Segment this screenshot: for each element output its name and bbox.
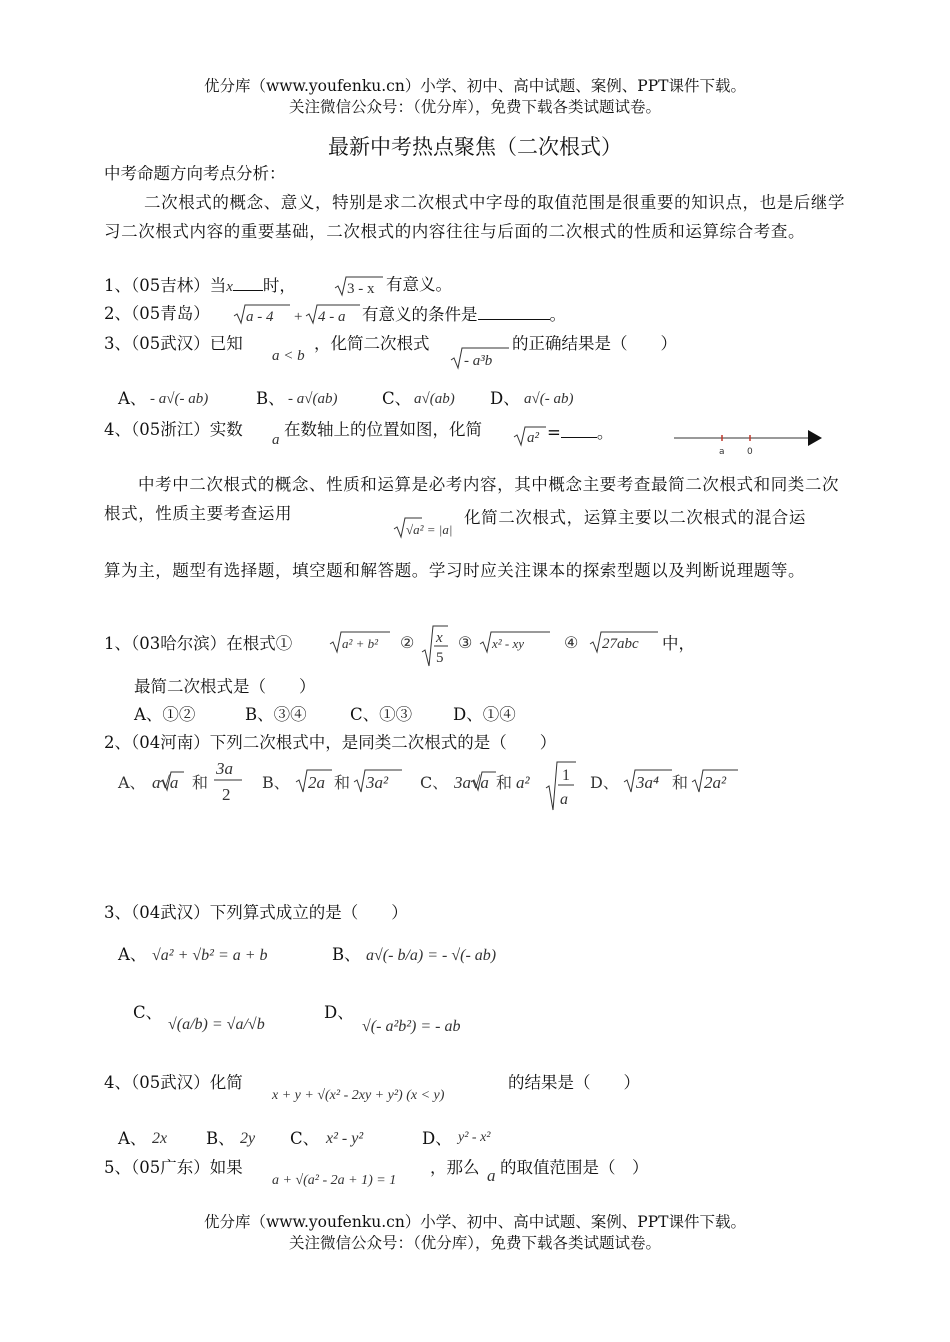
s2-q2-a-and: 和 bbox=[192, 773, 209, 792]
s2-q5-num: 5、 bbox=[104, 1158, 131, 1177]
s2-q5-end: 的取值范围是（ ） bbox=[500, 1158, 649, 1177]
section2-intro-part1: 中考中二次根式的概念、性质和运算是必考内容，其中概念主要考查最简二次根式和同类二次根式，性质主要考查运用 bbox=[104, 475, 840, 523]
s2-q3-option-c[interactable]: √(a/b) = √a/√b bbox=[168, 1016, 265, 1033]
s1-q3-condition: a < b bbox=[272, 348, 305, 364]
s2-q1-radicals bbox=[328, 626, 688, 670]
s2-q3-option-a[interactable]: √a² + √b² = a + b bbox=[152, 947, 268, 964]
s2-q5-source: （05广东）如果 bbox=[131, 1158, 243, 1177]
s2-q2-a-frac-num: 3a bbox=[216, 759, 233, 778]
s1-q3-option-b-label: B、 bbox=[256, 389, 285, 408]
s2-q2-b-e2: 3a² bbox=[366, 773, 389, 792]
section1-intro: 二次根式的概念、意义，特别是求二次根式中字母的取值范围是很重要的知识点，也是后继学习二次根式内容的重要基础，二次根式的内容往往与后面的二次根式的性质和运算综合考查。 bbox=[104, 193, 846, 241]
s1-q2-plus: + bbox=[294, 309, 303, 325]
s1-q2-blank[interactable] bbox=[478, 304, 550, 320]
s1-q1-expr: 3 - x bbox=[347, 281, 375, 297]
section2-intro-part3: 算为主，题型有选择题，填空题和解答题。学习时应关注课本的探索型题以及判断说理题等。 bbox=[104, 561, 806, 580]
s2-q2-b-label: B、 bbox=[262, 773, 290, 792]
s2-q2-d-and: 和 bbox=[672, 773, 689, 792]
s1-q3-option-d-label: D、 bbox=[490, 389, 520, 408]
s2-q4-option-c-label: C、 bbox=[290, 1129, 320, 1148]
footer-line-2: 关注微信公众号：（优分库），免费下载各类试题试卷。 bbox=[288, 1234, 661, 1252]
s2-q2-a-frac-den: 2 bbox=[222, 785, 231, 804]
header-line-2: 关注微信公众号：（优分库），免费下载各类试题试卷。 bbox=[288, 98, 661, 116]
s2-q2-c-e2: a² bbox=[516, 773, 530, 792]
s2-q4-end: 的结果是（ ） bbox=[508, 1073, 640, 1092]
s2-q4-option-b-label: B、 bbox=[206, 1129, 235, 1148]
section2-formula bbox=[392, 514, 464, 542]
s2-q4-option-a-label: A、 bbox=[118, 1129, 147, 1148]
s1-q1-num: 1、 bbox=[104, 276, 131, 295]
s2-q3-option-b-label: B、 bbox=[332, 945, 361, 964]
s2-q5-expr: a + √(a² - 2a + 1) = 1 bbox=[272, 1173, 397, 1188]
s2-q1-e4: 27abc bbox=[602, 636, 639, 652]
s1-q3-option-b[interactable]: - a√(ab) bbox=[288, 391, 338, 407]
s1-q1-source: （05吉林）当 bbox=[131, 276, 227, 295]
s1-q2-tail: 。 bbox=[549, 305, 566, 324]
s1-q2-source: （05青岛） bbox=[131, 304, 210, 323]
s1-q3-option-a-label: A、 bbox=[118, 389, 147, 408]
s1-q3-option-a[interactable]: - a√(- ab) bbox=[150, 391, 209, 407]
s2-q1-e1: a² + b² bbox=[342, 636, 379, 651]
s2-q4-option-c[interactable]: x² - y² bbox=[326, 1130, 364, 1147]
number-line-label-0: 0 bbox=[747, 447, 753, 457]
s1-q4-var: a bbox=[272, 432, 280, 448]
s2-question-5 bbox=[104, 1158, 243, 1178]
s1-q4-tail: 。 bbox=[596, 423, 614, 442]
section1-heading: 中考命题方向考点分析： bbox=[104, 164, 286, 183]
s2-q5-var: a bbox=[487, 1166, 496, 1185]
s1-question-3 bbox=[104, 334, 243, 354]
s1-q3-option-d[interactable]: a√(- ab) bbox=[524, 391, 574, 407]
s1-q2-end-line bbox=[362, 304, 566, 325]
s1-question-4 bbox=[104, 420, 243, 440]
s2-question-3: 3、（04武汉）下列算式成立的是（ ） bbox=[104, 903, 408, 922]
s2-q3-option-d[interactable]: √(- a²b²) = - ab bbox=[362, 1018, 461, 1035]
s2-q2-c-and: 和 bbox=[496, 773, 513, 792]
s1-q4-answer bbox=[547, 422, 613, 443]
s1-q3-expr: - a³b bbox=[464, 353, 493, 369]
s2-question-2: 2、（04河南）下列二次根式中，是同类二次根式的是（ ） bbox=[104, 733, 557, 752]
s2-q1-e2-den: 5 bbox=[436, 650, 444, 666]
number-line-label-a: a bbox=[719, 447, 725, 457]
s2-q4-source: （05武汉）化简 bbox=[131, 1073, 243, 1092]
s2-q1-c2: ② bbox=[400, 635, 415, 652]
s1-q4-expr: a² bbox=[527, 430, 539, 446]
s2-q2-d-label: D、 bbox=[590, 773, 619, 792]
s1-q3-option-c-label: C、 bbox=[382, 389, 412, 408]
s2-q2-c-frac-num: 1 bbox=[562, 767, 570, 784]
s1-q1-mid: 时， bbox=[262, 276, 296, 295]
number-line bbox=[672, 426, 824, 458]
s2-q1-c3: ③ bbox=[458, 635, 473, 652]
s2-q1-end: 中， bbox=[662, 634, 695, 653]
s2-q4-option-a[interactable]: 2x bbox=[152, 1130, 168, 1147]
s2-q2-a-label: A、 bbox=[118, 773, 146, 792]
s2-q2-d-e1: 3a⁴ bbox=[636, 773, 659, 792]
s2-q2-options[interactable] bbox=[118, 758, 758, 812]
s1-q4-mid: 在数轴上的位置如图，化简 bbox=[284, 420, 482, 439]
s2-q1-option-a[interactable]: A、①② bbox=[134, 705, 196, 724]
s1-question-1 bbox=[104, 275, 296, 297]
s2-q4-option-d[interactable]: y² - x² bbox=[458, 1130, 491, 1145]
s1-q4-num: 4、 bbox=[104, 420, 131, 439]
s1-q1-end: 有意义。 bbox=[386, 275, 452, 294]
s1-q2-expr-a: a - 4 bbox=[246, 309, 274, 325]
s2-q3-option-d-label: D、 bbox=[324, 1003, 354, 1022]
s2-q4-option-b[interactable]: 2y bbox=[240, 1130, 256, 1147]
s2-q3-option-a-label: A、 bbox=[118, 945, 147, 964]
s1-q4-eq: = bbox=[547, 423, 561, 442]
s2-q2-b-and: 和 bbox=[334, 773, 351, 792]
s2-q1-c4: ④ bbox=[564, 635, 579, 652]
s2-q2-a-expr: a√a bbox=[152, 773, 179, 792]
s1-q2-num: 2、 bbox=[104, 304, 131, 323]
s1-q2-expr-b: 4 - a bbox=[318, 309, 346, 325]
s2-q2-c-e1: 3a√a bbox=[454, 773, 489, 792]
s1-q3-source: （05武汉）已知 bbox=[131, 334, 243, 353]
s2-q3-option-c-label: C、 bbox=[133, 1003, 163, 1022]
s2-q1-e3: x² - xy bbox=[492, 636, 525, 651]
s1-q4-radical bbox=[512, 424, 548, 448]
s2-q2-c-label: C、 bbox=[420, 773, 449, 792]
section2-formula-text: √a² = |a| bbox=[406, 522, 453, 537]
s1-q1-radical bbox=[333, 273, 383, 299]
s1-q2-end: 有意义的条件是 bbox=[362, 305, 478, 324]
s2-q2-c-frac-den: a bbox=[560, 791, 568, 808]
s1-q3-mid: ，化简二次根式 bbox=[314, 334, 430, 353]
s1-q3-radical bbox=[449, 344, 511, 372]
s2-q3-option-b[interactable]: a√(- b/a) = - √(- ab) bbox=[366, 947, 497, 964]
s2-q2-d-e2: 2a² bbox=[704, 773, 727, 792]
s1-q4-blank[interactable] bbox=[561, 422, 597, 438]
s2-q1-option-c[interactable]: C、①③ bbox=[350, 705, 413, 724]
section2-intro-part2: 化简二次根式，运算主要以二次根式的混合运 bbox=[464, 508, 806, 527]
s2-q2-b-e1: 2a bbox=[308, 773, 325, 792]
s1-q3-end: 的正确结果是（ ） bbox=[512, 334, 677, 353]
header-line-1: 优分库（www.youfenku.cn）小学、初中、高中试题、案例、PPT课件下载。 bbox=[203, 77, 747, 95]
s2-question-4 bbox=[104, 1073, 243, 1093]
s2-q1-option-b[interactable]: B、③④ bbox=[245, 705, 307, 724]
s2-q1-e2-num: x bbox=[436, 630, 443, 646]
s2-q1-line2: 最简二次根式是（ ） bbox=[134, 677, 316, 696]
s2-q4-expr: x + y + √(x² - 2xy + y²) (x < y) bbox=[272, 1088, 445, 1103]
s2-q1-source: （03哈尔滨）在根式① bbox=[131, 634, 293, 653]
s1-q1-blank[interactable] bbox=[233, 275, 263, 291]
s2-q4-option-d-label: D、 bbox=[422, 1129, 452, 1148]
s2-q1-num: 1、 bbox=[104, 634, 131, 653]
s2-q4-num: 4、 bbox=[104, 1073, 131, 1092]
s1-q3-option-c[interactable]: a√(ab) bbox=[414, 391, 455, 407]
s2-q1-option-d[interactable]: D、①④ bbox=[453, 705, 516, 724]
s2-q5-mid: ，那么 bbox=[430, 1158, 480, 1177]
s1-q4-source: （05浙江）实数 bbox=[131, 420, 243, 439]
s1-q2-radicals bbox=[232, 301, 362, 327]
s2-question-1 bbox=[104, 634, 292, 654]
footer-line-1: 优分库（www.youfenku.cn）小学、初中、高中试题、案例、PPT课件下载。 bbox=[203, 1213, 747, 1231]
page-title: 最新中考热点聚焦（二次根式） bbox=[328, 135, 622, 159]
s1-question-2 bbox=[104, 304, 210, 324]
s1-q3-num: 3、 bbox=[104, 334, 131, 353]
s1-q1-var: x bbox=[226, 279, 233, 295]
number-line-arrow bbox=[808, 430, 822, 446]
